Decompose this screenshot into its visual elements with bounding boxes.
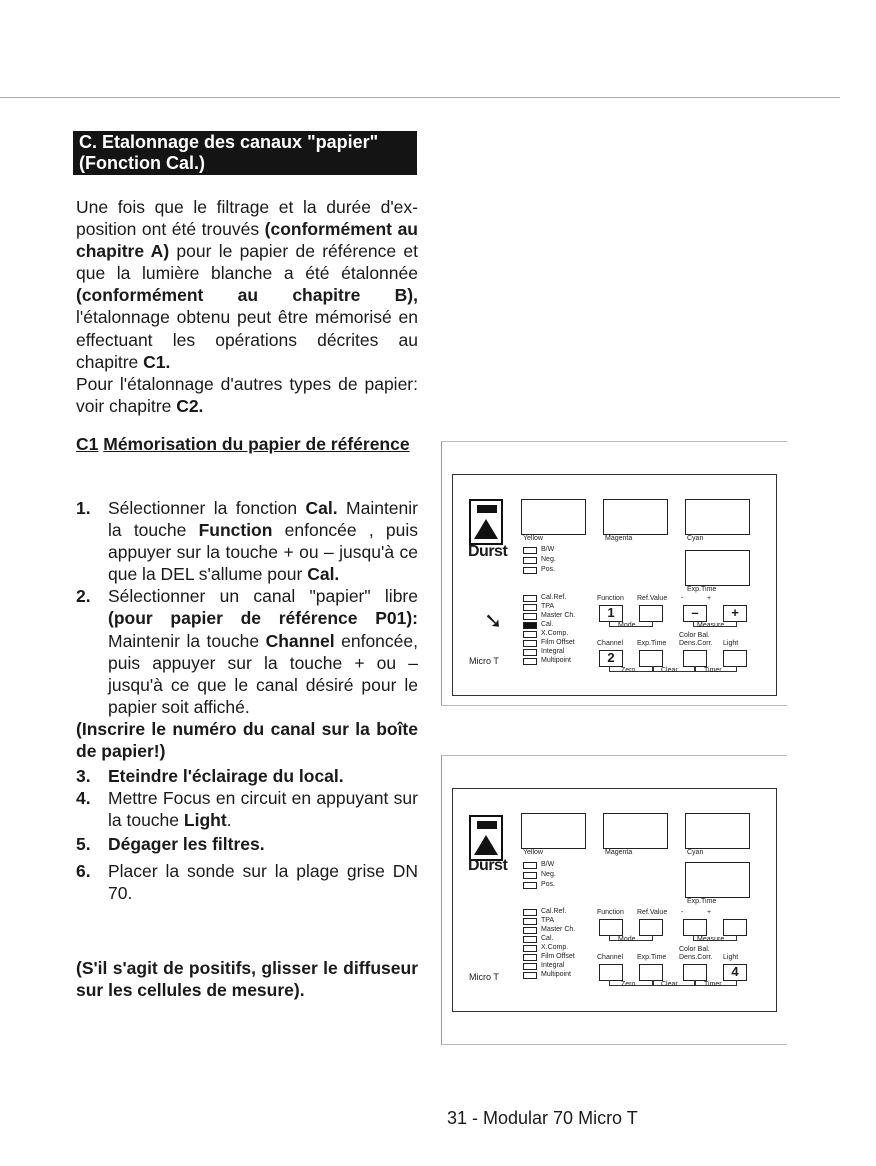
steps-list	[76, 497, 418, 904]
brand-label: Durst	[468, 857, 508, 874]
exp-time-display	[685, 550, 750, 586]
led-x-comp	[523, 631, 537, 638]
led-cal	[523, 936, 537, 943]
led-bw	[523, 862, 537, 869]
step-5: 5. Dégager les filtres.	[76, 834, 265, 855]
light-key[interactable]: 4	[723, 964, 747, 981]
magenta-display	[603, 499, 668, 535]
led-x-comp	[523, 945, 537, 952]
exp-time-label: Exp.Time	[687, 586, 717, 593]
function-key[interactable]	[599, 919, 623, 936]
led-tpa	[523, 918, 537, 925]
model-label: Micro T	[469, 656, 499, 666]
minus-key[interactable]: –	[683, 605, 707, 622]
exp-time-key[interactable]	[639, 650, 663, 667]
diffuser-note: (S'il s'agit de positifs, glisser le diffuseur sur les cellules de mesure).	[76, 958, 418, 1001]
cyan-display	[685, 499, 750, 535]
yellow-label: Yellow	[523, 535, 543, 542]
function-key[interactable]: 1	[599, 605, 623, 622]
inscrire-note: (Inscrire le numéro du canal sur la boîte de papier!)	[76, 718, 418, 762]
magenta-label: Magenta	[605, 535, 633, 542]
yellow-display	[521, 813, 586, 849]
led-cal-ref	[523, 909, 537, 916]
color-bal-key[interactable]	[683, 964, 707, 981]
exp-time-display	[685, 862, 750, 898]
led-pos	[523, 882, 537, 889]
control-panel-2: Durst Micro T Yellow Magenta Cyan Exp.Time B/W Neg. Pos. Cal.Ref. TPA Master Ch. Cal. X.Comp. Film Offset Integral Multipoint Function Ref.Value - + Mode Measure Color Bal. Channel Exp.Time Dens.Corr. Light 4 Zero Clear Timer	[452, 788, 777, 1012]
durst-logo	[469, 815, 503, 861]
led-multipoint	[523, 658, 537, 665]
led-film-offset	[523, 954, 537, 961]
color-bal-key[interactable]	[683, 650, 707, 667]
led-bw	[523, 547, 537, 554]
channel-key[interactable]: 2	[599, 650, 623, 667]
led-master-ch	[523, 613, 537, 620]
minus-key[interactable]	[683, 919, 707, 936]
section-heading: C. Etalonnage des canaux "papier" (Fonction Cal.)	[73, 131, 417, 175]
ref-value-key[interactable]	[639, 919, 663, 936]
plus-key[interactable]: +	[723, 605, 747, 622]
step-1: 1. Sélectionner la fonction Cal. Maintenir la touche Function enfoncée , puis appuyer sur la touche + ou – jusqu'à ce que la DEL s'allume pour Cal.	[76, 498, 419, 585]
led-integral	[523, 963, 537, 970]
plus-key[interactable]	[723, 919, 747, 936]
top-rule	[0, 97, 840, 98]
step-4: 4. Mettre Focus en circuit en appuyant sur la touche Light.	[76, 788, 418, 831]
step-6: 6. Placer la sonde sur la plage grise DN 70.	[76, 860, 418, 903]
page-footer: 31 - Modular 70 Micro T	[447, 1108, 638, 1128]
led-neg	[523, 557, 537, 564]
magenta-display	[603, 813, 668, 849]
exp-time-key[interactable]	[639, 964, 663, 981]
led-tpa	[523, 604, 537, 611]
step-3: 3. Eteindre l'éclairage du local.	[76, 766, 344, 787]
led-neg	[523, 872, 537, 879]
step-2: 2. Sélectionner un canal "papier" libre (pour papier de référence P01): Maintenir la touche Channel enfoncée, puis appuyer sur la touche + ou – jusqu'à ce que le canal désiré pour le papier soit affiché.	[76, 586, 418, 717]
arrow-icon: ➘	[484, 608, 503, 633]
led-pos	[523, 567, 537, 574]
led-integral	[523, 649, 537, 656]
light-key[interactable]	[723, 650, 747, 667]
ref-value-key[interactable]	[639, 605, 663, 622]
cyan-display	[685, 813, 750, 849]
c1-heading: C1 Mémorisation du papier de référence	[76, 434, 410, 454]
led-master-ch	[523, 927, 537, 934]
channel-key[interactable]	[599, 964, 623, 981]
cyan-label: Cyan	[687, 535, 704, 542]
model-label: Micro T	[469, 972, 499, 982]
durst-logo	[469, 499, 503, 545]
led-cal-ref	[523, 595, 537, 602]
intro-paragraph: Une fois que le filtrage et la durée d'ex-position ont été trouvés (conformément au chapitre A) pour le papier de référence et que la lumière blanche a été étalonnée (conformément au chapitre B), l'étalonnage obtenu peut être mémorisé en effectuant les opérations décrites au chapitre C1. Pour l'étalonnage d'autres types de papier: voir chapitre C2.	[76, 197, 419, 416]
led-film-offset	[523, 640, 537, 647]
led-multipoint	[523, 972, 537, 979]
led-cal	[523, 622, 537, 629]
brand-label: Durst	[468, 543, 508, 560]
control-panel-1: Durst Micro T Yellow Magenta Cyan Exp.Time B/W Neg. Pos. Cal.Ref. TPA Master Ch. Cal. X.Comp. Film Offset Integral Multipoint ➘ Function Ref.Value - + 1 – + Mode Measure Color Bal. Channel Exp.Time Dens.Corr. Light 2 Zero Clear Timer	[452, 474, 777, 696]
yellow-display	[521, 499, 586, 535]
